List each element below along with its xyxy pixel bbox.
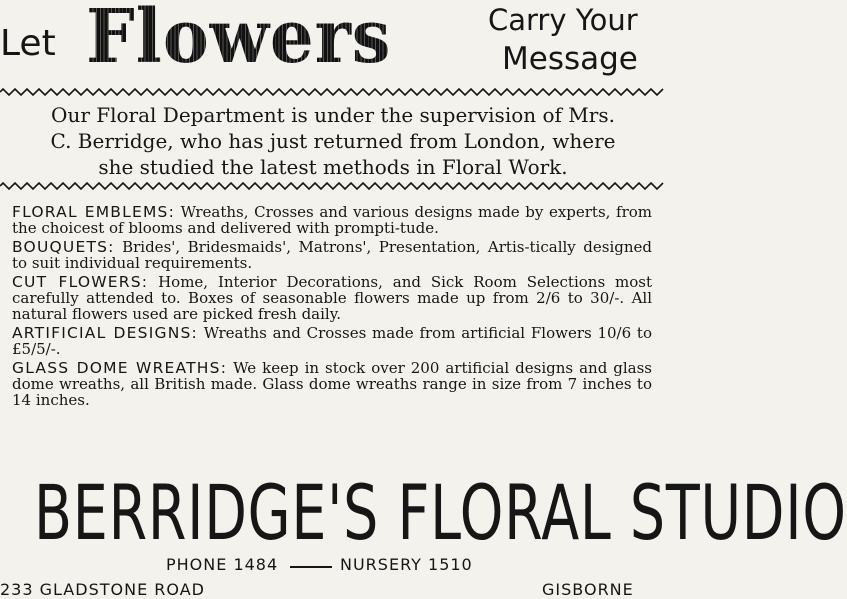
- service-title: FLORAL EMBLEMS:: [12, 203, 175, 221]
- headline-flowers: Flowers: [86, 0, 447, 74]
- service-cut-flowers: [12, 274, 652, 322]
- service-title: ARTIFICIAL DESIGNS:: [12, 324, 198, 342]
- services-list: [12, 204, 652, 411]
- service-text: Brides', Bridesmaids', Matrons', Presentation, Artis-tically designed to suit individual requirements.: [12, 238, 652, 272]
- street-address: 233 GLADSTONE ROAD: [0, 580, 205, 599]
- headline-let: Let: [0, 23, 56, 64]
- service-artificial-designs: [12, 325, 652, 357]
- wavy-divider-bottom: [0, 182, 665, 190]
- phone-number: PHONE 1484: [166, 555, 279, 574]
- nursery-number: NURSERY 1510: [340, 555, 473, 574]
- service-text: We keep in stock over 200 artificial designs and glass dome wreaths, all British made. Glass dome wreaths range in size from 7 inches to 14 inches.: [12, 359, 653, 409]
- intro-line: she studied the latest methods in Floral Work.: [98, 155, 568, 179]
- intro-line: C. Berridge, who has just returned from London, where: [50, 129, 616, 153]
- service-title: GLASS DOME WREATHS:: [12, 359, 228, 377]
- intro-paragraph: [8, 102, 658, 180]
- service-text: Wreaths and Crosses made from artificial Flowers 10/6 to £5/5/-.: [12, 324, 652, 358]
- service-bouquets: [12, 239, 652, 271]
- service-title: CUT FLOWERS:: [12, 273, 149, 291]
- service-floral-emblems: [12, 204, 652, 236]
- service-text: Home, Interior Decorations, and Sick Room Selections most carefully attended to. Boxes of seasonable flowers made up from 2/6 to 30/-. All natural flowers used are picked fresh daily.: [12, 273, 652, 323]
- headline-carry: Carry Your: [488, 3, 638, 37]
- town-name: GISBORNE: [542, 580, 634, 599]
- wavy-divider-top: [0, 88, 665, 96]
- service-glass-dome-wreaths: [12, 360, 652, 408]
- headline-message: Message: [502, 41, 638, 77]
- contact-dash-divider: [290, 566, 332, 568]
- service-text: Wreaths, Crosses and various designs made by experts, from the choicest of blooms and delivered with prompti-tude.: [12, 203, 652, 237]
- studio-name: BERRIDGE'S FLORAL STUDIO: [34, 468, 847, 557]
- intro-line: Our Floral Department is under the supervision of Mrs.: [51, 103, 615, 127]
- service-title: BOUQUETS:: [12, 238, 115, 256]
